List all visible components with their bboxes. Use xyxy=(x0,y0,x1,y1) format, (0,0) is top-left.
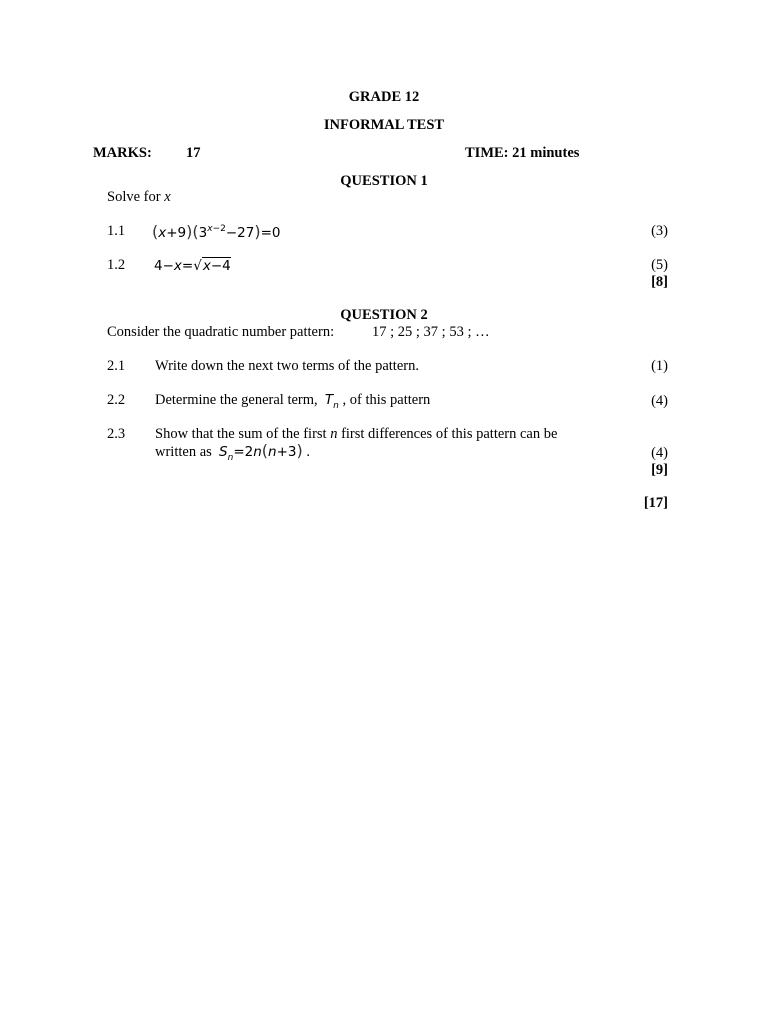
item-marks: (4) xyxy=(651,393,668,409)
item-text: Determine the general term, $T_n$ , of this pattern xyxy=(155,392,431,411)
item-text-line-1: Show that the sum of the first n first differences of this pattern can be xyxy=(155,426,558,442)
item-text-line-2: written as $S_n=2n(n+3)$ . xyxy=(155,441,311,463)
marks-value: 17 xyxy=(186,145,201,161)
item-number: 2.1 xyxy=(107,358,126,374)
question-2-title: QUESTION 2 xyxy=(340,307,428,323)
grade-heading: GRADE 12 xyxy=(348,89,420,105)
marks-label: MARKS: xyxy=(93,145,152,161)
item-marks: (4) xyxy=(651,445,668,461)
item-number: 1.2 xyxy=(107,257,126,273)
item-marks: (1) xyxy=(651,358,668,374)
question-1-intro: Solve for x xyxy=(107,189,171,205)
item-marks: (5) xyxy=(651,257,668,273)
equation-1-2: 4−x=√x−4 xyxy=(154,258,231,274)
question-1-total: [8] xyxy=(651,274,668,290)
question-1-title: QUESTION 1 xyxy=(340,173,428,189)
test-title: INFORMAL TEST xyxy=(323,117,445,133)
item-number: 2.3 xyxy=(107,426,126,442)
grand-total: [17] xyxy=(643,495,668,511)
item-text: Write down the next two terms of the pattern. xyxy=(155,358,419,374)
item-number: 2.2 xyxy=(107,392,126,408)
equation-1-1: $(x+9)(3^{x-2}-27)=0$ xyxy=(152,222,281,241)
time-label: TIME: 21 minutes xyxy=(465,145,580,161)
item-number: 1.1 xyxy=(107,223,126,239)
question-2-intro: Consider the quadratic number pattern: xyxy=(107,324,335,340)
number-pattern: 17 ; 25 ; 37 ; 53 ; … xyxy=(372,324,490,340)
question-2-total: [9] xyxy=(651,462,668,478)
item-marks: (3) xyxy=(651,223,668,239)
